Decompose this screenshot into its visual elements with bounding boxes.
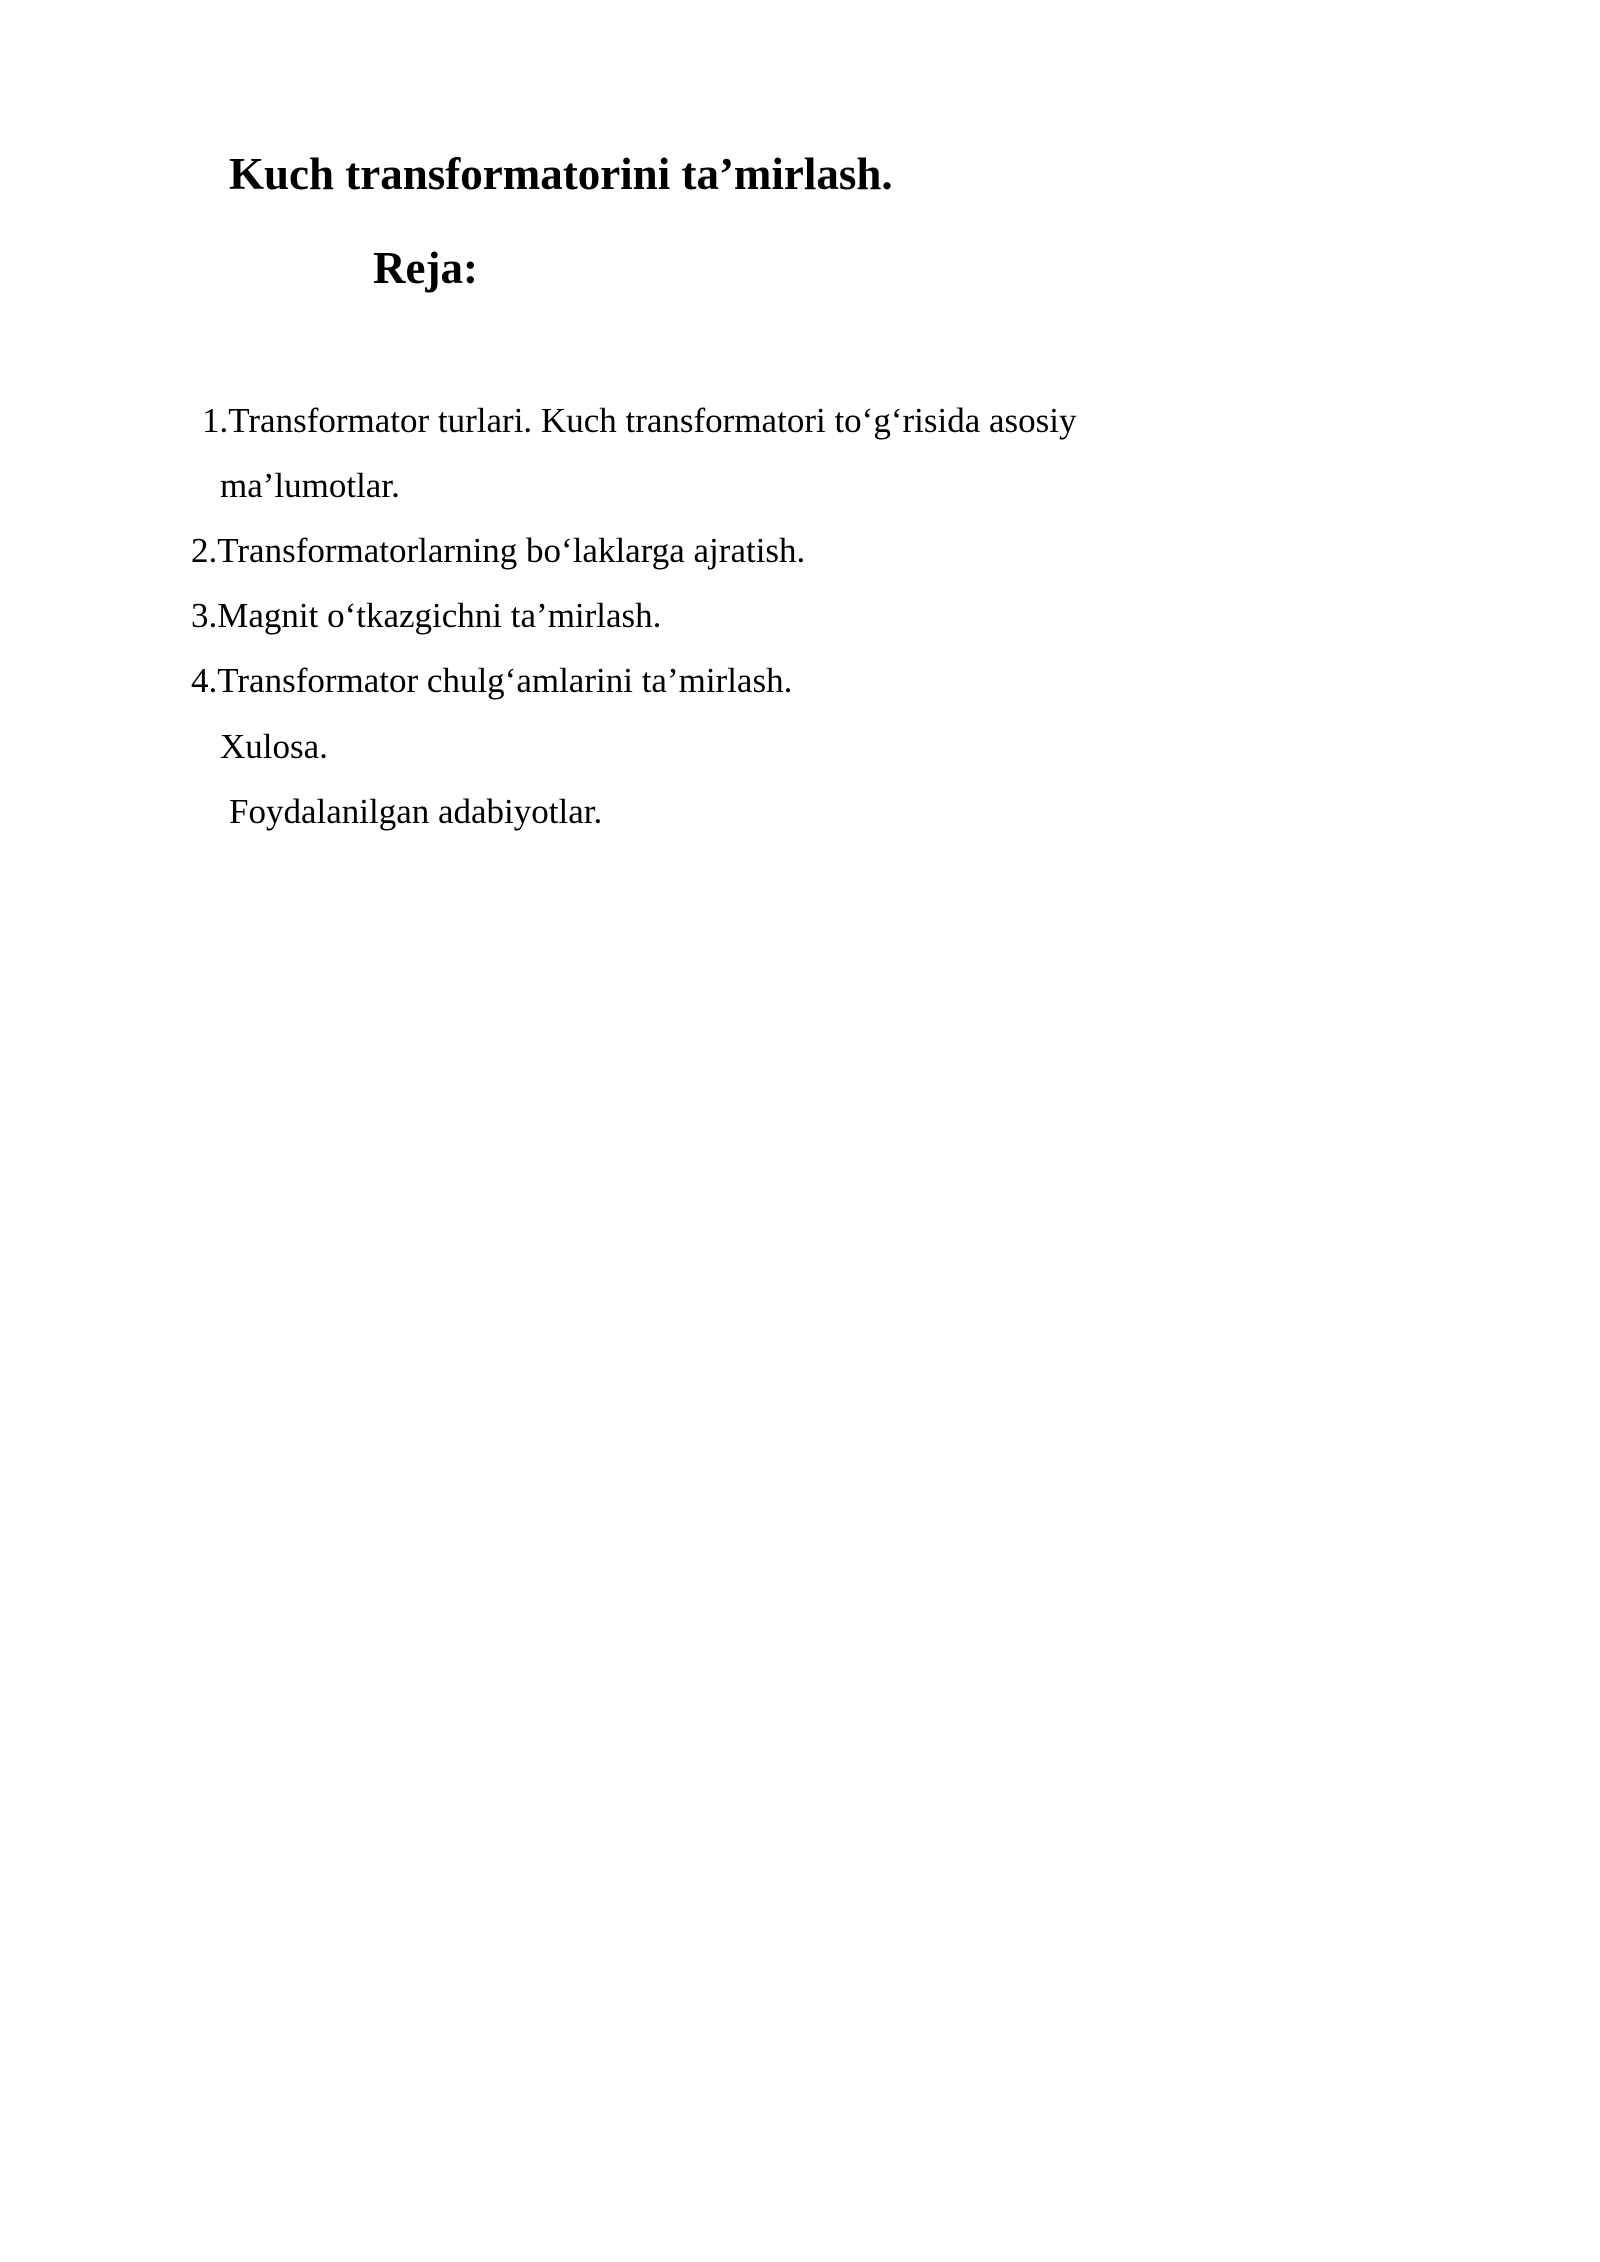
plan-heading: Reja: [373, 243, 478, 293]
plan-conclusion: Xulosa. [220, 727, 328, 766]
plan-item-2: 2.Transformatorlarning bo‘laklarga ajratish. [191, 531, 806, 570]
plan-item-4: 4.Transformator chulg‘amlarini ta’mirlash. [191, 661, 793, 700]
plan-item-3: 3.Magnit o‘tkazgichni ta’mirlash. [191, 596, 662, 635]
plan-item-1-continuation: ma’lumotlar. [220, 466, 400, 505]
document-title: Kuch transformatorini ta’mirlash. [229, 149, 893, 199]
plan-item-1: 1.Transformator turlari. Kuch transformatori to‘g‘risida asosiy [202, 401, 1077, 440]
plan-references: Foydalanilgan adabiyotlar. [229, 792, 603, 831]
